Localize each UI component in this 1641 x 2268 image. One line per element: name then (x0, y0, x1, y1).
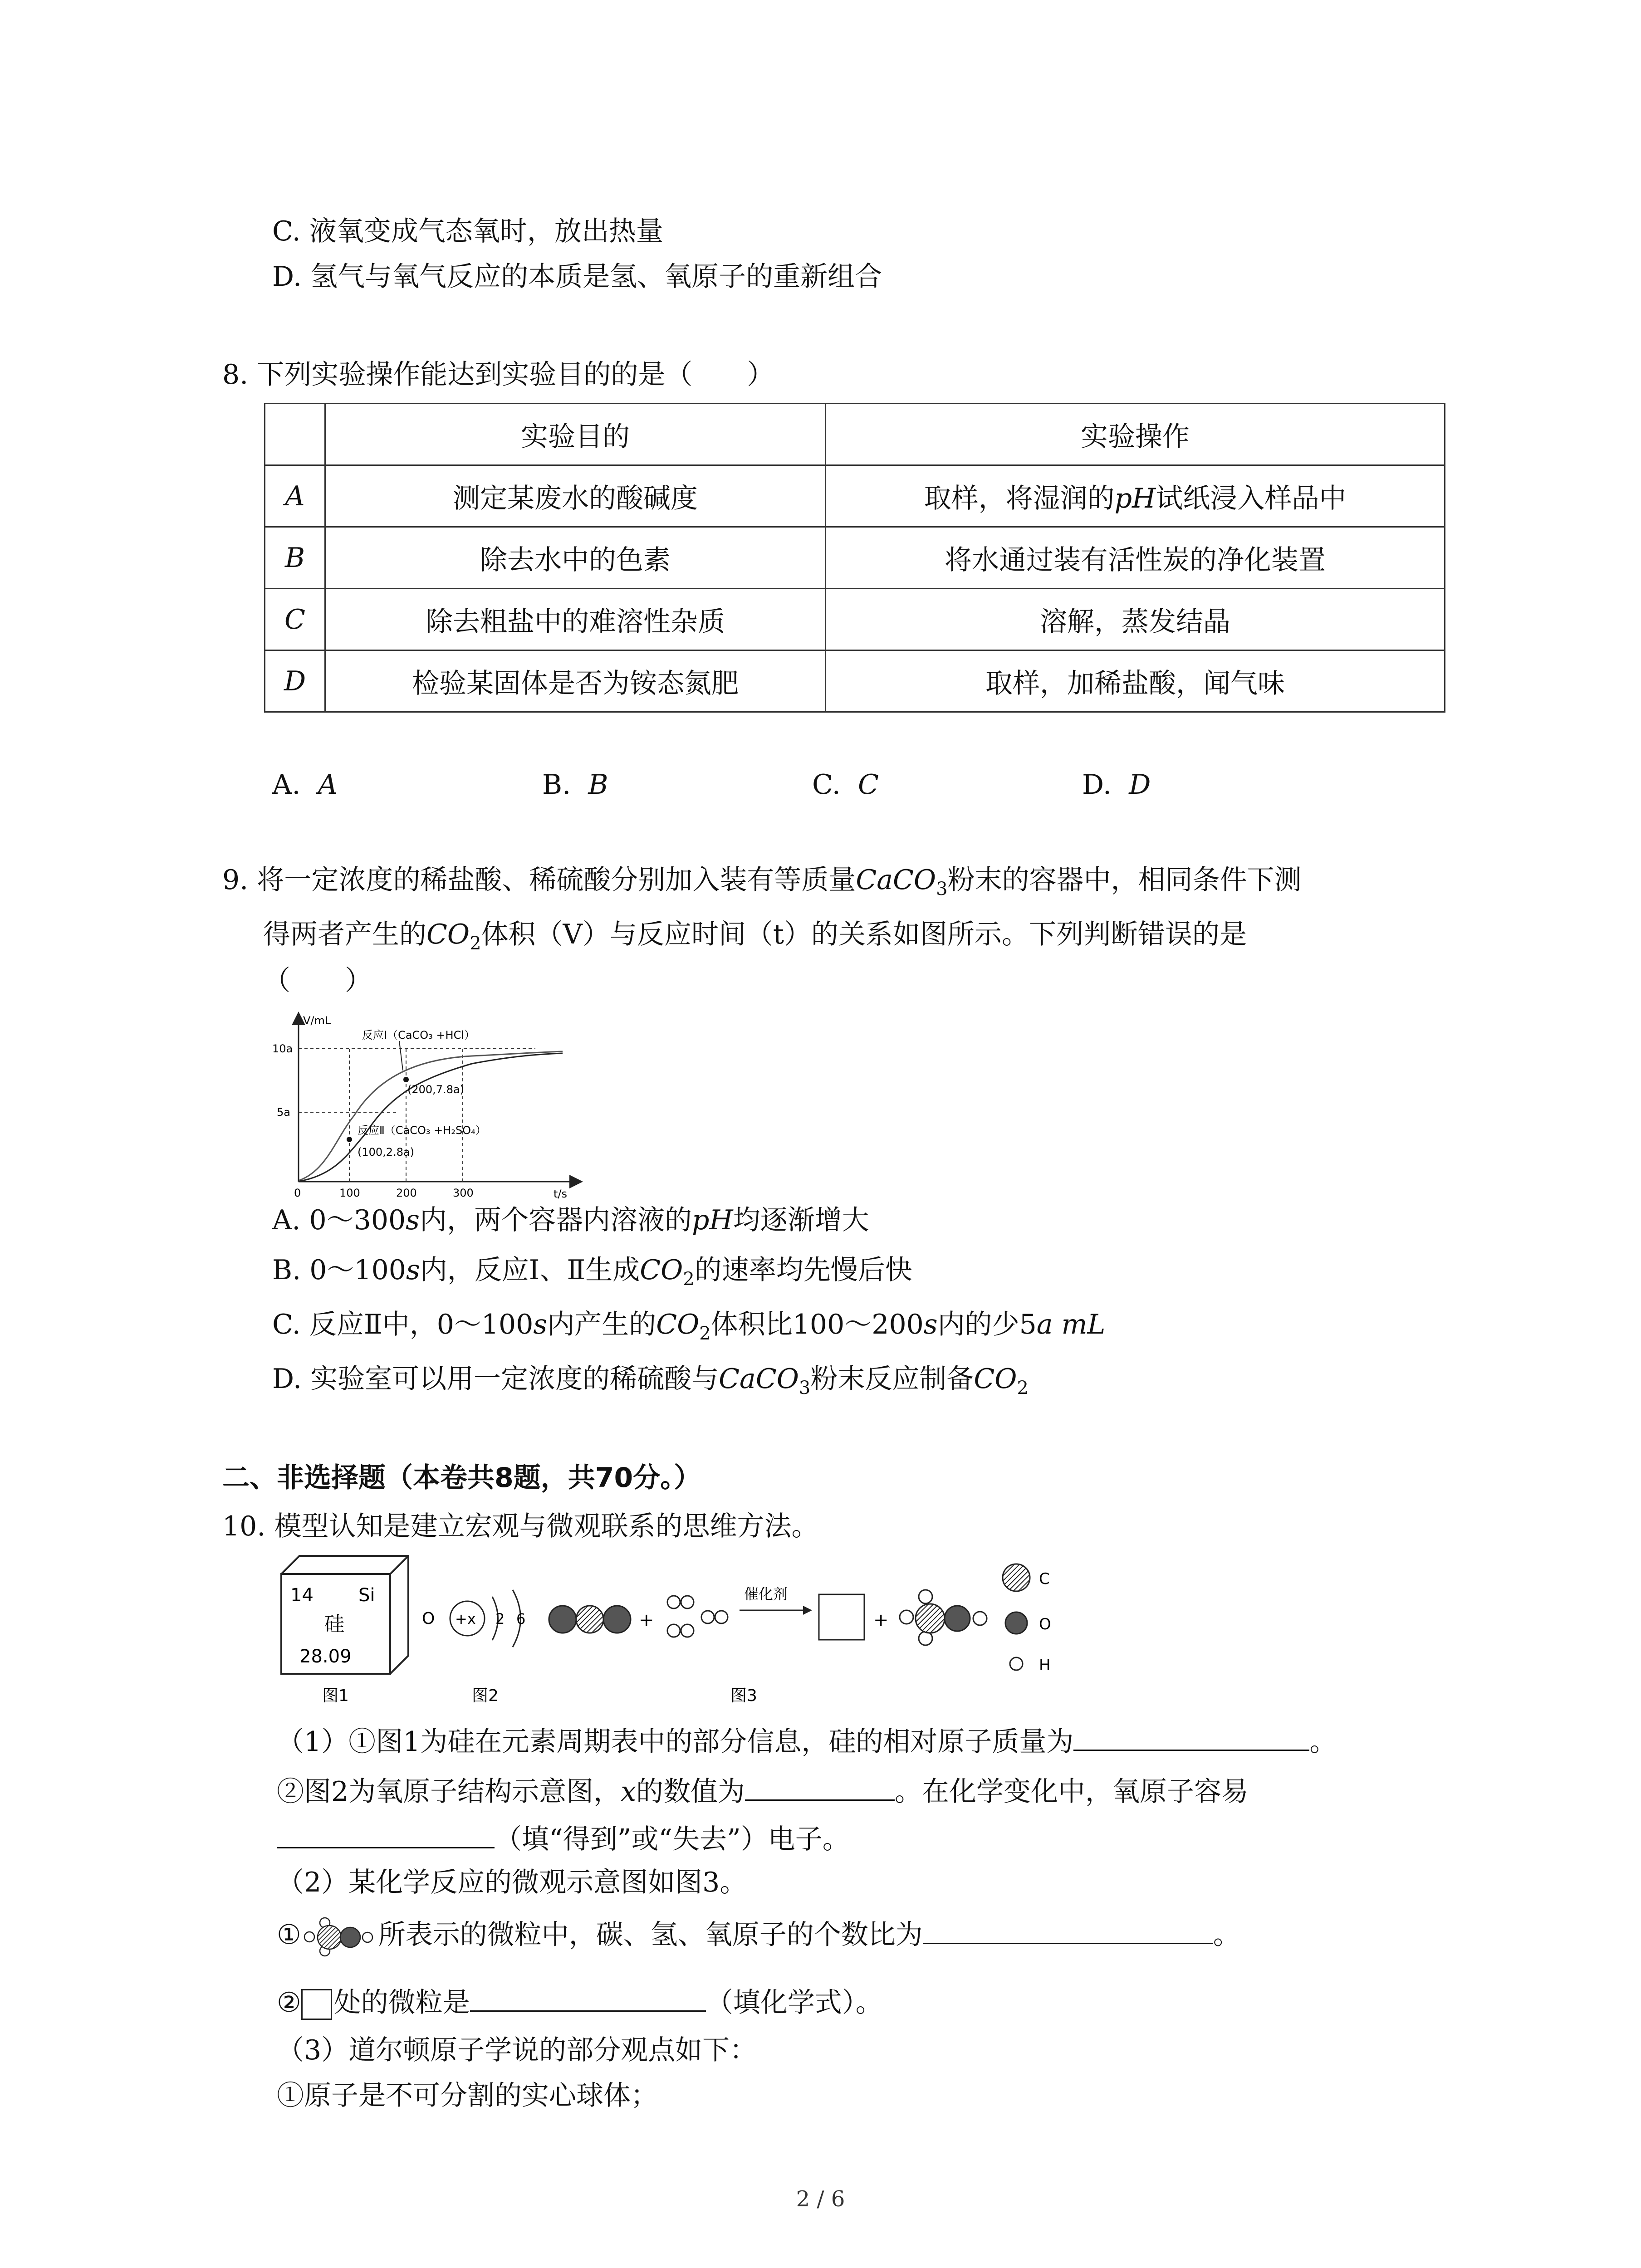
text: 。在化学变化中，氧原子容易 (895, 1776, 1249, 1808)
text: ② (277, 1987, 301, 2019)
formula: s (406, 1254, 420, 1286)
figure-1-periodic-cell (281, 1556, 408, 1705)
option-label: C. (812, 769, 841, 801)
formula: CO (974, 1363, 1017, 1395)
unknown-product-box (301, 1989, 332, 2020)
curve-label: 反应Ⅱ（CaCO₃ +H₂SO₄） (358, 1124, 486, 1137)
shell-electrons: 6 (516, 1610, 526, 1628)
q9-stem-line2 (263, 916, 1247, 962)
answer-blank[interactable] (277, 1822, 495, 1848)
q10-part1-line2 (277, 1774, 1249, 1810)
q10-part3-point1: ①原子是不可分割的实心球体； (277, 2080, 658, 2112)
formula: s (406, 1204, 420, 1236)
q8-option-d[interactable] (1082, 767, 1151, 803)
row-goal: 检验某固体是否为铵态氮肥 (325, 650, 826, 712)
option-label: B. (542, 769, 571, 801)
table-header-cell: 实验目的 (325, 404, 826, 465)
row-key: C (265, 589, 325, 650)
x-tick: 300 (453, 1187, 474, 1199)
formula: CaCO (856, 864, 936, 896)
row-goal: 除去水中的色素 (325, 527, 826, 589)
op-math: pH (1114, 482, 1156, 514)
formula: a mL (1036, 1309, 1106, 1340)
table-row (265, 527, 1445, 589)
q9-option-c[interactable] (272, 1306, 1105, 1352)
atom-symbol: O (422, 1609, 435, 1628)
q9-option-a[interactable] (272, 1202, 869, 1238)
q10-part1-line1 (277, 1724, 1337, 1760)
table-header-cell: 实验操作 (826, 404, 1445, 465)
row-operation: 取样，加稀盐酸，闻气味 (826, 650, 1445, 712)
table-row (265, 465, 1445, 527)
option-value: D (1129, 769, 1151, 801)
option-label: A. (272, 769, 301, 801)
atomic-number: 14 (290, 1585, 314, 1606)
option-label: D. (1082, 769, 1112, 801)
q8-table (264, 403, 1445, 713)
leader-line (399, 1041, 403, 1070)
x-tick: 0 (294, 1187, 301, 1199)
x-tick: 200 (396, 1187, 417, 1199)
text: （填“得到”或“失去”）电子。 (495, 1823, 850, 1855)
legend-carbon: C (1039, 1570, 1050, 1588)
row-goal: 测定某废水的酸碱度 (325, 465, 826, 527)
row-key: D (265, 650, 325, 712)
figure-2-atom-structure (422, 1590, 525, 1705)
co-molecule (549, 1606, 631, 1633)
formula: pH (691, 1204, 733, 1236)
text: A. 0～300 (272, 1204, 406, 1236)
subscript: 2 (683, 1269, 695, 1290)
row-operation: 将水通过装有活性炭的净化装置 (826, 527, 1445, 589)
formula: CO (426, 919, 470, 950)
table-header-row (265, 404, 1445, 465)
text: 处的微粒是 (333, 1987, 470, 2019)
curve-reaction-1 (299, 1051, 563, 1180)
text: B. 0～100 (272, 1254, 406, 1286)
y-tick: 5a (277, 1106, 290, 1119)
answer-blank[interactable] (923, 1917, 1213, 1944)
table-header-cell (265, 404, 325, 465)
atom-legend (1003, 1564, 1051, 1674)
text: 粉末的容器中，相同条件下测 (947, 864, 1302, 896)
legend-oxygen: O (1039, 1615, 1051, 1633)
answer-blank[interactable] (470, 1985, 706, 2012)
row-operation (826, 465, 1445, 527)
x-tick: 100 (339, 1187, 360, 1199)
row-goal: 除去粗盐中的难溶性杂质 (325, 589, 826, 650)
element-symbol: Si (358, 1585, 375, 1606)
q9-option-b[interactable] (272, 1252, 912, 1297)
atomic-mass: 28.09 (299, 1646, 352, 1667)
subscript: 3 (936, 879, 948, 899)
option-value: A (318, 769, 338, 801)
formula: CaCO (719, 1363, 799, 1395)
q10-part2-intro: （2）某化学反应的微观示意图如图3。 (277, 1867, 747, 1898)
answer-blank[interactable] (745, 1774, 895, 1801)
shell-electrons: 2 (495, 1610, 505, 1628)
page-number: 2 / 6 (796, 2186, 845, 2212)
point-label: (100,2.8a) (358, 1146, 415, 1158)
q8-option-c[interactable] (812, 767, 879, 803)
section-title: 二、非选择题（本卷共8题，共70分。） (222, 1462, 701, 1494)
methanol-molecule (900, 1590, 987, 1645)
curve-reaction-2 (299, 1053, 563, 1181)
catalyst-label: 催化剂 (744, 1585, 788, 1603)
q8-option-a[interactable] (272, 767, 338, 803)
text: 9. 将一定浓度的稀盐酸、稀硫酸分别加入装有等质量 (222, 864, 856, 896)
q8-option-b[interactable] (542, 767, 608, 803)
text: 均逐渐增大 (733, 1204, 869, 1236)
q10-part2-line1 (277, 1916, 1240, 1957)
text: 内的少5 (937, 1309, 1037, 1340)
formula: x (621, 1776, 637, 1808)
text: 内，反应Ⅰ、Ⅱ生成 (420, 1254, 640, 1286)
text: （填化学式）。 (705, 1987, 883, 2019)
formula: s (533, 1309, 548, 1340)
y-tick: 10a (272, 1042, 293, 1055)
figure-caption: 图1 (322, 1686, 349, 1705)
figure-caption: 图3 (730, 1686, 757, 1705)
op-text: 试纸浸入样品中 (1156, 482, 1347, 514)
q10-figures (272, 1551, 1134, 1706)
methanol-molecule-icon (301, 1916, 378, 1957)
text: 得两者产生的 (263, 919, 426, 950)
formula: s (923, 1309, 938, 1340)
text: 。 (1213, 1919, 1240, 1951)
q9-answer-paren: （ ） (263, 965, 372, 997)
plus-sign: + (873, 1610, 889, 1631)
subscript: 2 (1017, 1378, 1029, 1398)
option-value: C (858, 769, 879, 801)
table-row (265, 650, 1445, 712)
data-point (347, 1137, 352, 1142)
element-name: 硅 (324, 1613, 344, 1636)
guide-lines (299, 1049, 535, 1182)
text: （1）①图1为硅在元素周期表中的部分信息，硅的相对原子质量为 (277, 1726, 1074, 1758)
unknown-product-box (819, 1594, 864, 1640)
q9-option-d[interactable] (272, 1361, 1029, 1406)
q9-stem-line1 (222, 862, 1302, 907)
text: 。 (1309, 1726, 1337, 1758)
text: 内，两个容器内溶液的 (419, 1204, 692, 1236)
curve-label: 反应Ⅰ（CaCO₃ +HCl） (362, 1029, 475, 1041)
x-axis-label: t/s (554, 1188, 567, 1200)
answer-blank[interactable] (1073, 1724, 1309, 1751)
table-row (265, 589, 1445, 650)
nucleus-charge: +x (455, 1610, 476, 1628)
y-axis-label: V/mL (303, 1014, 331, 1027)
row-key: B (265, 527, 325, 589)
figure-caption: 图2 (472, 1686, 499, 1705)
row-key: A (265, 465, 325, 527)
q7-option-c: C. 液氧变成气态氧时，放出热量 (272, 215, 663, 247)
text: C. 反应Ⅱ中，0～100 (272, 1309, 534, 1340)
q10-part3-intro: （3）道尔顿原子学说的部分观点如下： (277, 2034, 757, 2066)
point-label: (200,7.8a) (407, 1083, 465, 1096)
plus-sign: + (639, 1610, 654, 1631)
text: 粉末反应制备 (810, 1363, 974, 1395)
data-point (403, 1077, 409, 1082)
text: 的数值为 (636, 1776, 745, 1808)
text: 的速率均先慢后快 (694, 1254, 912, 1286)
row-operation: 溶解，蒸发结晶 (826, 589, 1445, 650)
subscript: 3 (798, 1378, 811, 1398)
legend-hydrogen: H (1039, 1656, 1051, 1674)
formula: CO (656, 1309, 700, 1340)
q10-part2-line2 (277, 1984, 883, 2021)
formula: CO (640, 1254, 683, 1286)
op-text: 取样，将湿润的 (924, 482, 1115, 514)
text: 内产生的 (547, 1309, 656, 1340)
q10-part1-line3 (277, 1821, 850, 1857)
text: 体积比100～200 (710, 1309, 924, 1340)
text: ① (277, 1919, 301, 1951)
text: 所表示的微粒中，碳、氢、氧原子的个数比为 (378, 1919, 923, 1951)
subscript: 2 (470, 933, 481, 954)
text: ②图2为氧原子结构示意图， (277, 1776, 621, 1808)
subscript: 2 (699, 1323, 711, 1344)
q8-stem: 8. 下列实验操作能达到实验目的的是（ ） (222, 359, 774, 391)
text: D. 实验室可以用一定浓度的稀硫酸与 (272, 1363, 719, 1395)
q7-option-d: D. 氢气与氧气反应的本质是氢、氧原子的重新组合 (272, 261, 882, 293)
hydrogen-molecules (667, 1596, 728, 1637)
text: 体积（V）与反应时间（t）的关系如图所示。下列判断错误的是 (481, 919, 1247, 950)
q10-stem: 10. 模型认知是建立宏观与微观联系的思维方法。 (222, 1510, 819, 1542)
option-value: B (588, 769, 608, 801)
q9-volume-time-graph (263, 1002, 590, 1202)
figure-3-reaction (549, 1564, 1051, 1705)
